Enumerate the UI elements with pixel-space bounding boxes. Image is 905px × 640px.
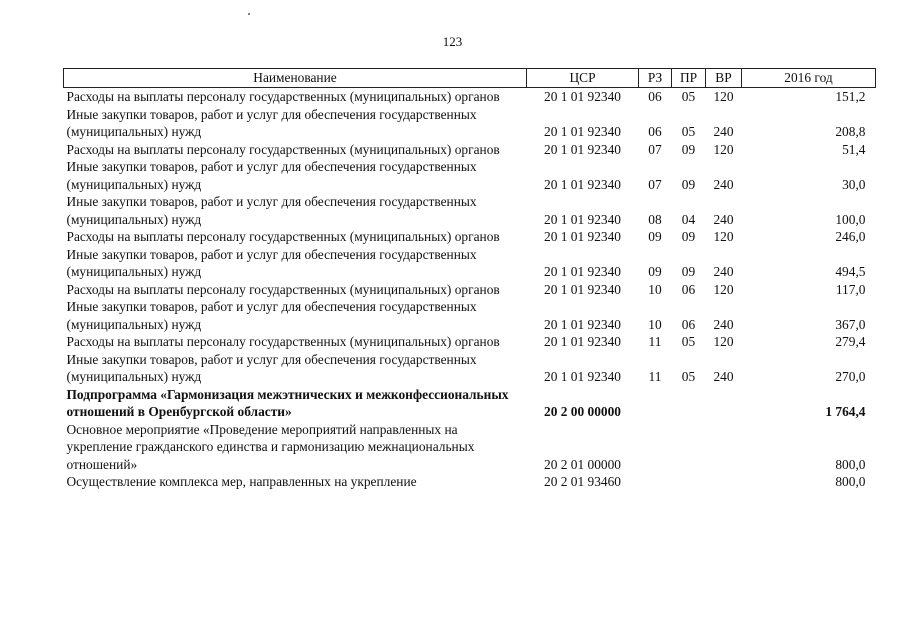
row-pr: 05 bbox=[681, 89, 696, 104]
row-amount: 270,0 bbox=[835, 369, 866, 384]
row-csr: 20 1 01 92340 bbox=[544, 229, 621, 244]
table-row bbox=[64, 281, 876, 299]
table-row bbox=[64, 141, 876, 159]
row-vr: 120 bbox=[713, 89, 734, 104]
header-pr: ПР bbox=[672, 69, 706, 88]
row-pr: 09 bbox=[681, 229, 696, 244]
row-rz: 06 bbox=[648, 124, 662, 139]
row-rz: 10 bbox=[648, 281, 662, 297]
row-pr: 05 bbox=[681, 124, 696, 139]
row-csr: 20 1 01 92340 bbox=[544, 334, 621, 349]
row-pr: 05 bbox=[681, 334, 696, 349]
row-csr: 20 1 01 92340 bbox=[544, 176, 621, 192]
table-row bbox=[64, 351, 876, 386]
row-csr: 20 1 01 92340 bbox=[544, 369, 621, 384]
row-vr: 120 bbox=[713, 229, 734, 244]
row-rz: 11 bbox=[648, 369, 662, 384]
row-pr: 09 bbox=[681, 264, 696, 279]
row-name: Иные закупки товаров, работ и услуг для обеспечения государственных (муниципальных) нужд bbox=[66, 351, 477, 384]
row-name: Основное мероприятие «Проведение мероприятий направленных на укрепление гражданского единства и гармонизацию межнациональных отношений» bbox=[66, 421, 475, 472]
scan-speck bbox=[248, 13, 250, 15]
row-csr: 20 1 01 92340 bbox=[544, 316, 621, 332]
header-year: 2016 год bbox=[742, 69, 876, 88]
row-amount: 151,2 bbox=[835, 89, 866, 104]
table-row bbox=[64, 193, 876, 228]
table-row bbox=[64, 246, 876, 281]
row-rz: 10 bbox=[648, 316, 662, 332]
row-csr: 20 1 01 92340 bbox=[544, 281, 621, 297]
row-csr: 20 1 01 92340 bbox=[544, 124, 621, 139]
row-rz bbox=[639, 386, 672, 421]
header-name: Наименование bbox=[64, 69, 527, 88]
row-csr: 20 2 01 93460 bbox=[544, 474, 621, 489]
row-pr: 06 bbox=[681, 281, 696, 297]
page-number: 123 bbox=[442, 34, 463, 49]
row-amount: 51,4 bbox=[842, 141, 866, 157]
row-rz: 09 bbox=[648, 229, 662, 244]
row-amount: 279,4 bbox=[835, 334, 866, 349]
row-amount: 246,0 bbox=[835, 229, 866, 244]
table-row bbox=[64, 386, 876, 421]
row-rz: 06 bbox=[648, 89, 662, 104]
row-csr: 20 1 01 92340 bbox=[544, 211, 621, 227]
table-row bbox=[64, 106, 876, 141]
row-vr: 240 bbox=[713, 316, 734, 332]
table-row bbox=[64, 88, 876, 106]
row-rz bbox=[639, 421, 672, 474]
row-vr: 240 bbox=[713, 264, 734, 279]
row-csr: 20 1 01 92340 bbox=[544, 89, 621, 104]
row-name: Осуществление комплекса мер, направленных на укрепление bbox=[66, 474, 417, 489]
row-vr bbox=[706, 473, 742, 491]
budget-table bbox=[63, 68, 876, 491]
row-vr: 120 bbox=[713, 281, 734, 297]
row-name: Расходы на выплаты персоналу государственных (муниципальных) органов bbox=[66, 141, 500, 157]
row-vr bbox=[706, 421, 742, 474]
table-row bbox=[64, 333, 876, 351]
row-amount: 800,0 bbox=[835, 474, 866, 489]
row-name: Расходы на выплаты персоналу государственных (муниципальных) органов bbox=[66, 229, 500, 244]
table-row bbox=[64, 158, 876, 193]
row-rz: 11 bbox=[648, 334, 662, 349]
row-amount: 367,0 bbox=[835, 316, 866, 332]
row-vr: 120 bbox=[713, 334, 734, 349]
row-rz bbox=[639, 473, 672, 491]
row-vr: 240 bbox=[713, 176, 734, 192]
row-csr: 20 2 00 00000 bbox=[544, 404, 621, 419]
table-row bbox=[64, 473, 876, 491]
row-name: Иные закупки товаров, работ и услуг для обеспечения государственных (муниципальных) нужд bbox=[66, 194, 477, 227]
row-name: Иные закупки товаров, работ и услуг для обеспечения государственных (муниципальных) нужд bbox=[66, 159, 477, 192]
header-vr: ВР bbox=[706, 69, 742, 88]
row-pr: 04 bbox=[681, 211, 696, 227]
row-pr: 09 bbox=[681, 176, 696, 192]
row-vr: 240 bbox=[713, 211, 734, 227]
row-amount: 800,0 bbox=[835, 456, 866, 472]
row-csr: 20 1 01 92340 bbox=[544, 141, 621, 157]
row-name: Расходы на выплаты персоналу государственных (муниципальных) органов bbox=[66, 281, 500, 297]
row-csr: 20 2 01 00000 bbox=[544, 456, 621, 472]
row-rz: 07 bbox=[648, 141, 662, 157]
row-vr: 240 bbox=[713, 124, 734, 139]
row-pr bbox=[672, 421, 706, 474]
row-amount: 208,8 bbox=[835, 124, 866, 139]
row-amount: 30,0 bbox=[842, 176, 866, 192]
row-name: Иные закупки товаров, работ и услуг для обеспечения государственных (муниципальных) нужд bbox=[66, 246, 477, 279]
row-name: Иные закупки товаров, работ и услуг для обеспечения государственных (муниципальных) нужд bbox=[66, 106, 477, 139]
row-rz: 07 bbox=[648, 176, 662, 192]
header-rz: РЗ bbox=[639, 69, 672, 88]
table-row bbox=[64, 421, 876, 474]
header-csr: ЦСР bbox=[527, 69, 639, 88]
row-rz: 08 bbox=[648, 211, 662, 227]
row-csr: 20 1 01 92340 bbox=[544, 264, 621, 279]
table-header bbox=[64, 69, 876, 88]
row-amount: 494,5 bbox=[835, 264, 866, 279]
row-name: Расходы на выплаты персоналу государственных (муниципальных) органов bbox=[66, 334, 500, 349]
row-rz: 09 bbox=[648, 264, 662, 279]
row-vr: 240 bbox=[713, 369, 734, 384]
row-name: Иные закупки товаров, работ и услуг для обеспечения государственных (муниципальных) нужд bbox=[66, 299, 477, 332]
row-pr bbox=[672, 473, 706, 491]
row-vr: 120 bbox=[713, 141, 734, 157]
row-amount: 1 764,4 bbox=[825, 404, 866, 419]
row-pr: 09 bbox=[681, 141, 696, 157]
row-name: Расходы на выплаты персоналу государственных (муниципальных) органов bbox=[66, 89, 500, 104]
row-pr: 05 bbox=[681, 369, 696, 384]
table-body bbox=[64, 88, 876, 491]
row-pr bbox=[672, 386, 706, 421]
row-vr bbox=[706, 386, 742, 421]
row-amount: 117,0 bbox=[835, 281, 866, 297]
row-pr: 06 bbox=[681, 316, 696, 332]
table-row bbox=[64, 298, 876, 333]
row-name: Подпрограмма «Гармонизация межэтнических и межконфессиональных отношений в Оренбургской области» bbox=[66, 386, 509, 419]
row-amount: 100,0 bbox=[835, 211, 866, 227]
table-row bbox=[64, 228, 876, 246]
